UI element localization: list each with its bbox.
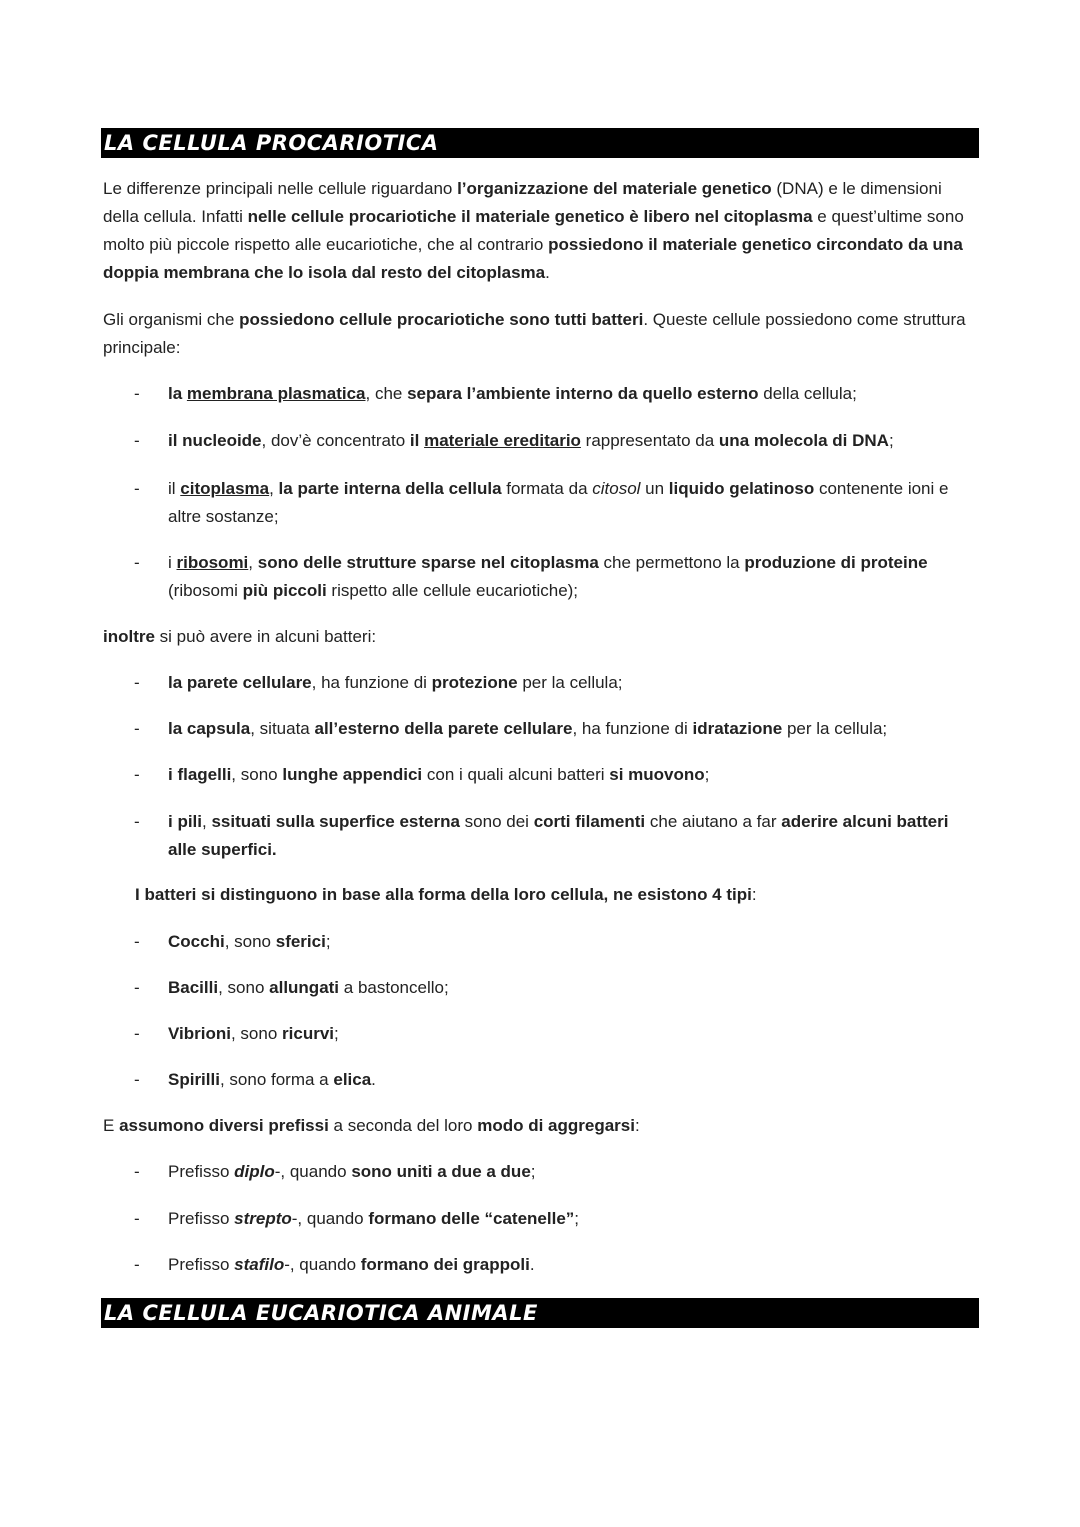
structure-item-text: il citoplasma, la parte interna della cellula formata da citosol un liquido gelatinoso contenente ioni e altre sostanze; — [168, 479, 949, 526]
optional-item-text: i flagelli, sono lunghe appendici con i quali alcuni batteri si muovono; — [168, 765, 710, 784]
structure-item-text: la membrana plasmatica, che separa l’ambiente interno da quello esterno della cellula; — [168, 384, 857, 403]
bullet-dash: - — [134, 932, 140, 951]
bullet-dash: - — [134, 384, 140, 403]
bullet-dash: - — [134, 673, 140, 692]
form-item-text: Vibrioni, sono ricurvi; — [168, 1024, 339, 1043]
structure-item-text: il nucleoide, dov’è concentrato il materiale ereditario rappresentato da una molecola di DNA; — [168, 431, 894, 450]
section-heading-procariotica: LA CELLULA PROCARIOTICA — [101, 128, 979, 158]
bullet-dash: - — [134, 719, 140, 738]
section-heading-eucariotica-animale: LA CELLULA EUCARIOTICA ANIMALE — [101, 1298, 979, 1328]
forms-intro-paragraph: I batteri si distinguono in base alla forma della loro cellula, ne esistono 4 tipi: — [135, 885, 757, 904]
optional-item-text: la capsula, situata all’esterno della parete cellulare, ha funzione di idratazione per la cellula; — [168, 719, 888, 738]
inoltre-paragraph: inoltre si può avere in alcuni batteri: — [103, 627, 377, 646]
bullet-dash: - — [134, 765, 140, 784]
optional-item-text: la parete cellulare, ha funzione di protezione per la cellula; — [168, 673, 623, 692]
optional-item-text: i pili, ssituati sulla superfice esterna sono dei corti filamenti che aiutano a far aderire alcuni batteri alle superfici. — [168, 812, 949, 859]
bullet-dash: - — [134, 1024, 140, 1043]
bullet-dash: - — [134, 553, 140, 572]
structure-item-text: i ribosomi, sono delle strutture sparse nel citoplasma che permettono la produzione di proteine (ribosomi più piccoli rispetto alle cellule eucariotiche); — [168, 553, 928, 600]
prefix-intro-paragraph: E assumono diversi prefissi a seconda del loro modo di aggregarsi: — [103, 1116, 640, 1135]
intro-paragraph: Le differenze principali nelle cellule riguardano l’organizzazione del materiale genetico (DNA) e le dimensioni della cellula. Infatti nelle cellule procariotiche il materiale genetico è libero nel citoplasma e quest’ultime sono molto più piccole rispetto alle eucariotiche, che al contrario possiedono il materiale genetico circondato da una doppia membrana che lo isola dal resto del citoplasma. — [103, 179, 964, 282]
organisms-paragraph: Gli organismi che possiedono cellule procariotiche sono tutti batteri. Queste cellule possiedono come struttura principale: — [103, 310, 966, 357]
bullet-dash: - — [134, 1209, 140, 1228]
prefix-item-text: Prefisso strepto-, quando formano delle “catenelle”; — [168, 1209, 580, 1228]
bullet-dash: - — [134, 1162, 140, 1181]
bullet-dash: - — [134, 812, 140, 831]
prefix-item-text: Prefisso diplo-, quando sono uniti a due a due; — [168, 1162, 536, 1181]
bullet-dash: - — [134, 1070, 140, 1089]
form-item-text: Spirilli, sono forma a elica. — [168, 1070, 376, 1089]
bullet-dash: - — [134, 1255, 140, 1274]
bullet-dash: - — [134, 431, 140, 450]
form-item-text: Bacilli, sono allungati a bastoncello; — [168, 978, 449, 997]
bullet-dash: - — [134, 978, 140, 997]
bullet-dash: - — [134, 479, 140, 498]
prefix-item-text: Prefisso stafilo-, quando formano dei grappoli. — [168, 1255, 535, 1274]
form-item-text: Cocchi, sono sferici; — [168, 932, 331, 951]
